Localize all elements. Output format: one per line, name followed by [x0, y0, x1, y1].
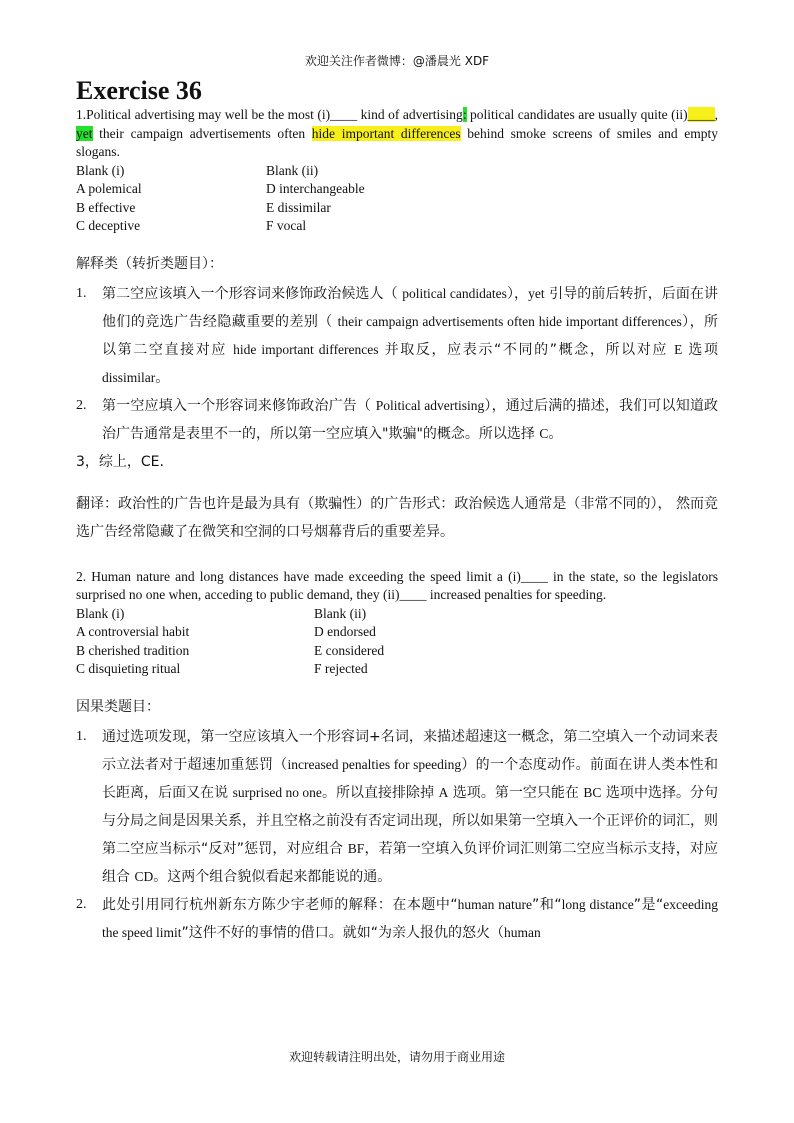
text-run: ）的一个态度动作。前面在讲人类本性和长距离，后面又在说 [102, 756, 719, 801]
english-run: Political advertising [375, 397, 485, 413]
text-run: ”是“ [633, 896, 664, 913]
question-2-text: 2. Human nature and long distances have made exceeding the speed limit a (i)____ in the state, so the legislators surprised no one when, acceding to public demand, they (ii)____ increased penalties for speeding. [76, 568, 718, 602]
options-header [76, 605, 718, 624]
option-row [76, 660, 718, 679]
option-d: D interchangeable [266, 181, 365, 196]
page-footer: 欢迎转载请注明出处，请勿用于商业用途 [288, 1050, 505, 1064]
text-run: 第一空应填入一个形容词来修饰政治广告（ [102, 397, 376, 414]
option-c: C disquieting ritual [76, 661, 181, 676]
list-item [76, 723, 718, 891]
english-run: CD [134, 868, 154, 884]
q1-part-4: their campaign advertisements often [92, 125, 312, 141]
english-run: their campaign advertisements often hide important differences [337, 313, 682, 329]
text-run: 引导的前后转折，后面在讲他们的竞选广告经隐藏重要的差别（ [102, 285, 719, 330]
text-run: ，若第一空填入负评价词汇则第二空应当标示支持，对应组合 [102, 840, 718, 885]
english-run: surprised no one [232, 784, 322, 800]
question-2 [76, 568, 718, 679]
q1-part-5: behind smoke screens of smiles and empty slogans. [76, 125, 718, 159]
option-row [76, 623, 718, 642]
list-item [76, 392, 718, 448]
text-run: 第二空应该填入一个形容词来修饰政治候选人（ [102, 285, 403, 302]
english-run: political candidates [402, 285, 507, 301]
option-b: B cherished tradition [76, 642, 190, 658]
english-run: increased penalties for speeding [287, 756, 462, 772]
option-c: C deceptive [76, 218, 141, 233]
list-item [76, 280, 718, 392]
option-row [76, 642, 718, 661]
explanation-1-list [76, 280, 718, 448]
text-run: 。这两个组合貌似看起来都能说的通。 [153, 868, 392, 885]
text-run: 。所以直接排除掉 [321, 784, 439, 801]
english-run: E [674, 341, 683, 357]
item-number: 1. [76, 285, 87, 301]
page-header: 欢迎关注作者微博：@潘晨光 XDF [304, 54, 490, 68]
option-f: F vocal [266, 218, 307, 233]
text-run: 选项。第一空只能在 [448, 784, 584, 801]
item-number: 2. [76, 896, 87, 912]
text-run: 选项中选择。分句与分局之间是因果关系，并且空格之前没有否定词出现，所以如果第一空填入一个正评价的词汇，则第二空应当标示“反对”惩罚，对应组合 [102, 784, 719, 857]
english-run: BC [583, 784, 602, 800]
question-2-options [76, 605, 718, 679]
q1-part-3: , [714, 107, 718, 122]
option-e: E considered [314, 642, 385, 658]
highlight-colon: : [462, 107, 467, 122]
english-run: hide important differences [233, 341, 379, 357]
highlight-yet: yet [76, 125, 93, 141]
text-run: 并取反，应表示“不同的”概念，所以对应 [378, 341, 675, 358]
text-run: ）， [506, 285, 529, 302]
document-body [76, 76, 718, 947]
option-row [76, 217, 718, 236]
translation-paragraph: 翻译：政治性的广告也许是最为具有（欺骗性）的广告形式：政治候选人通常是（非常不同的）， 然而竞选广告经常隐藏了在微笑和空洞的口号烟幕背后的重要差异。 [76, 495, 718, 540]
options-header [76, 162, 718, 181]
english-run: long distance [561, 896, 634, 912]
text-run: 选项 [682, 341, 719, 358]
english-run: human nature [457, 896, 533, 912]
english-run: BF [347, 840, 365, 856]
english-run: exceeding the speed limit [102, 896, 718, 940]
english-run: C [539, 425, 549, 441]
option-f: F rejected [314, 661, 368, 676]
text-run: 此处引用同行杭州新东方陈少宇老师的解释：在本题中“ [102, 896, 458, 913]
blank-i-header: Blank (i) [76, 605, 125, 621]
summary-line: 3，综上，CE. [76, 453, 164, 470]
item-number: 1. [76, 728, 87, 744]
q1-part-2: political candidates are usually quite (ii) [466, 107, 688, 122]
text-run: ），所以第二空直接对应 [102, 313, 719, 358]
option-e: E dissimilar [266, 199, 331, 215]
blank-i-header: Blank (i) [76, 162, 125, 178]
question-1-options [76, 162, 718, 236]
explanation-2-heading: 因果类题目： [76, 698, 160, 715]
text-run: ”和“ [532, 896, 562, 913]
blank-ii-header: Blank (ii) [266, 162, 319, 178]
explanation-1-heading: 解释类（转折类题目）： [76, 255, 223, 272]
english-run: A [438, 784, 449, 800]
list-item [76, 891, 718, 947]
text-run: 通过选项发现，第一空应该填入一个形容词+名词，来描述超速这一概念，第二空填入一个动词来表示立法者对于超速加重惩罚（ [102, 728, 718, 773]
option-row [76, 199, 718, 218]
text-run: ”这件不好的事情的借口。就如“为亲人报仇的怒火（ [181, 924, 504, 941]
text-run: ），通过后满的描述，我们可以知道政治广告通常是表里不一的，所以第一空应填入"欺骗"的概念。所以选择 [102, 397, 719, 442]
exercise-title: Exercise 36 [76, 76, 202, 105]
option-b: B effective [76, 199, 136, 215]
option-a: A polemical [76, 181, 142, 196]
option-row [76, 180, 718, 199]
q1-part-1: 1.Political advertising may well be the most (i)____ kind of advertising [76, 107, 463, 122]
question-1-text [76, 106, 718, 162]
text-run: 。 [548, 425, 563, 442]
blank-ii-header: Blank (ii) [314, 605, 367, 621]
english-run: yet [528, 285, 545, 301]
text-run: 。 [155, 369, 170, 386]
option-a: A controversial habit [76, 624, 190, 639]
english-run: human [504, 924, 541, 940]
english-run: dissimilar [102, 369, 156, 385]
item-number: 2. [76, 397, 87, 413]
highlight-hide-differences: hide important differences [311, 125, 461, 141]
explanation-2-list [76, 723, 718, 947]
option-d: D endorsed [314, 624, 376, 639]
q1-blank-ii: ____ [687, 107, 715, 122]
